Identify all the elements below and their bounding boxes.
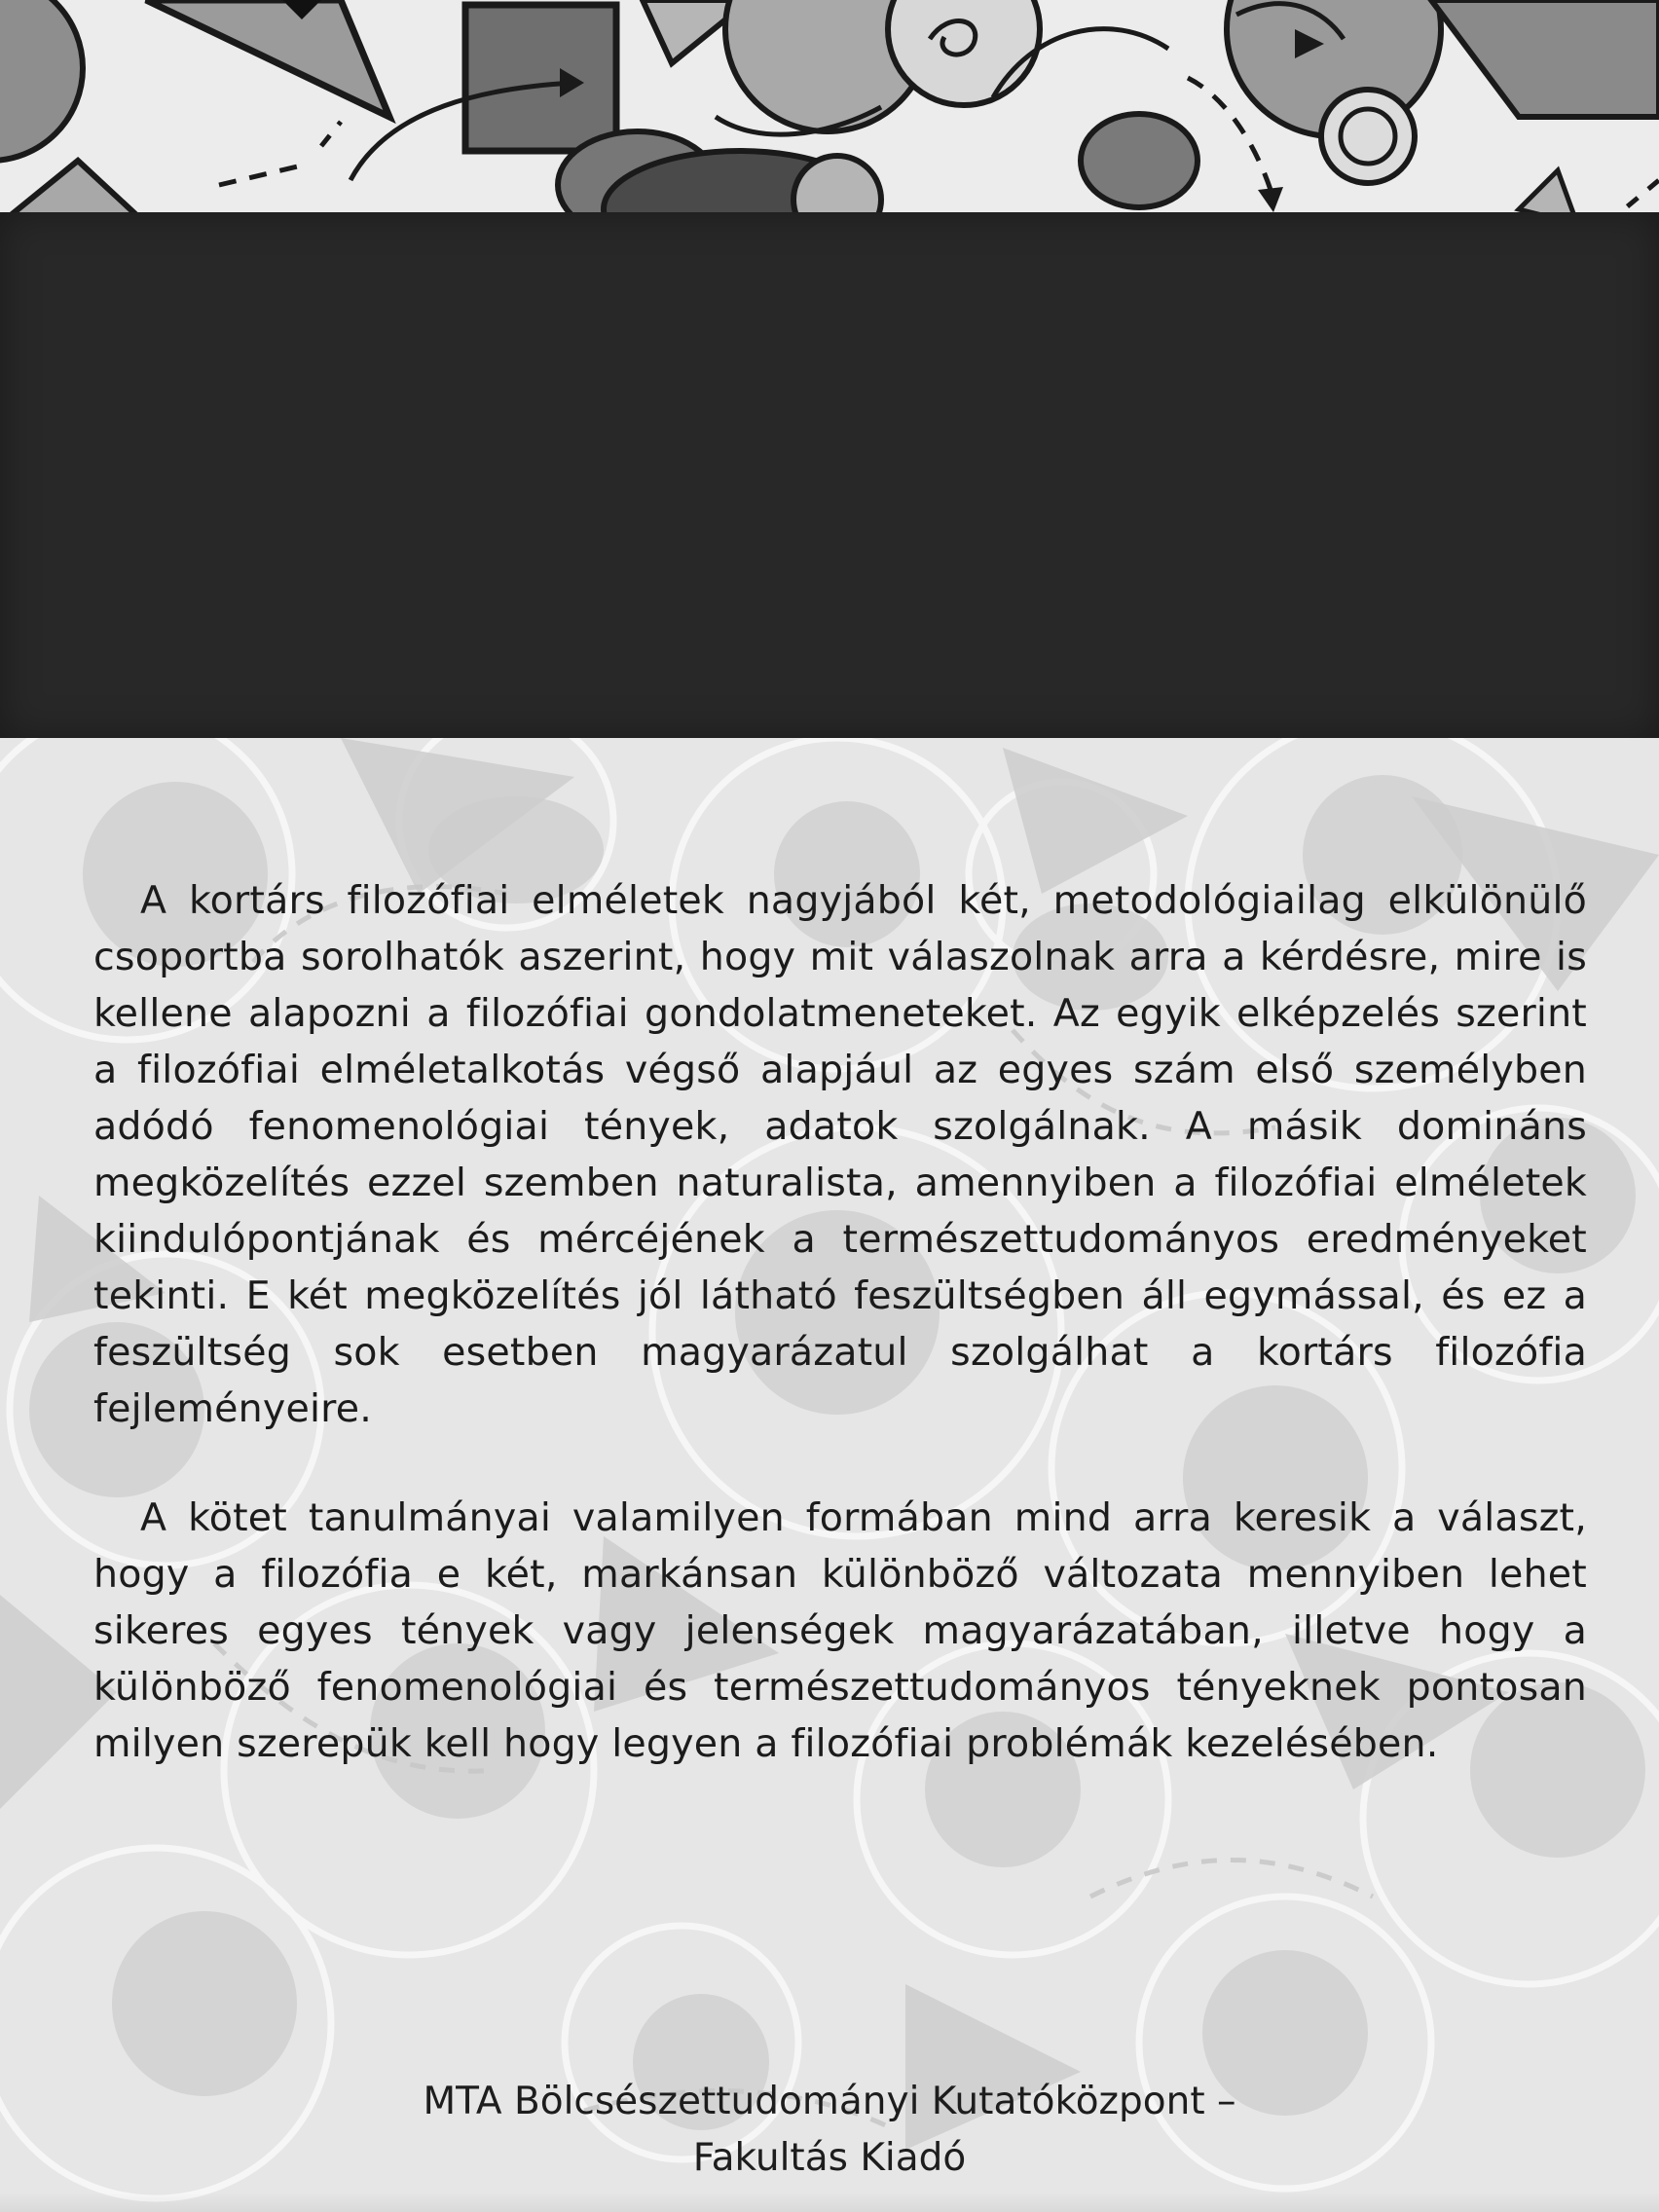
bottom-edge-shadow bbox=[0, 2193, 1659, 2212]
publisher-line-1: MTA Bölcsészettudományi Kutatóközpont – bbox=[423, 2080, 1236, 2123]
publisher-line-2: Fakultás Kiadó bbox=[692, 2136, 967, 2180]
paragraph-2: A kötet tanulmányai valamilyen formában mind arra keresik a választ, hogy a filozófia e két, markánsan különböző változata mennyiben lehet sikeres egyes tények vagy jelenségek magyarázatában, illetve hogy a különböző fenomenológiai és természettudományos tényeknek pontosan milyen szerepük kell hogy legyen a filozófiai problémák kezelésében. bbox=[93, 1495, 1587, 1766]
description-text bbox=[93, 872, 1587, 1825]
cover-text-area bbox=[0, 738, 1659, 2212]
publisher-info bbox=[0, 2074, 1659, 2187]
geometric-shapes-icon bbox=[0, 0, 1659, 224]
paragraph-1: A kortárs filozófiai elméletek nagyjából két, metodológiailag elkülönülő csoportba sorolhatók aszerint, hogy mit válaszolnak arra a kérdésre, mire is kellene alapozni a filozófiai gondolatmeneteket. Az egyik elképzelés szerint a filozófiai elméletalkotás végső alapjául az egyes szám első személyben adódó fenomenológiai tények, adatok szolgálnak. A másik domináns megközelítés ezzel szemben naturalista, amennyiben a filozófiai elméletek kiindulópontjának és mércéjének a természettudományos eredményeket tekinti. E két megközelítés jól látható feszültségben áll egymással, és ez a feszültség sok esetben magyarázatul szolgálhat a kortárs filozófia fejleményeire. bbox=[93, 878, 1587, 1431]
decorative-pattern-top bbox=[0, 0, 1659, 224]
dark-title-band bbox=[0, 212, 1659, 738]
